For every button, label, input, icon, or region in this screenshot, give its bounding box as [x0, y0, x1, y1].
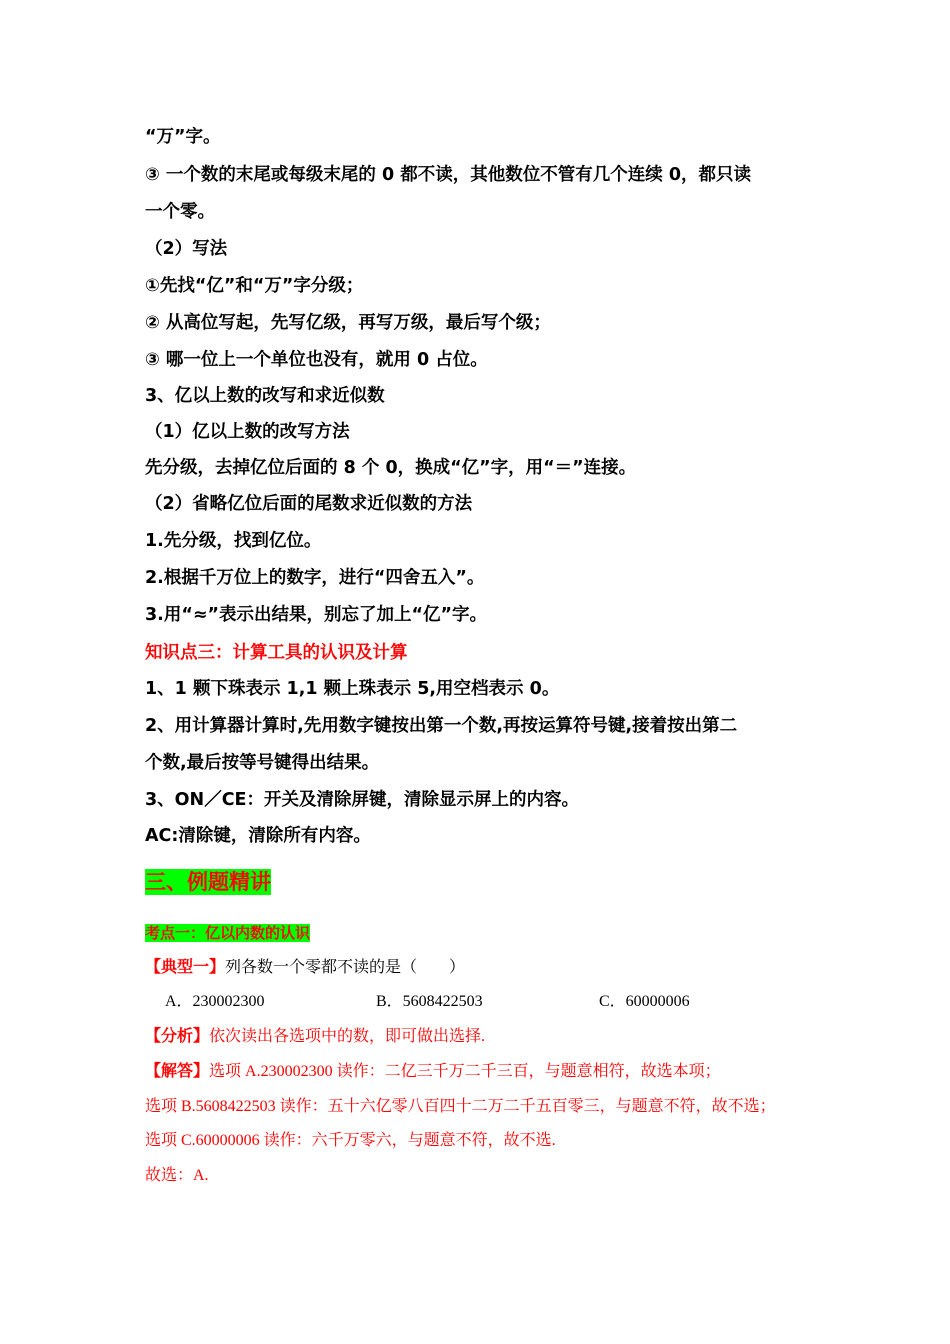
- analysis-line: [145, 1027, 485, 1047]
- answer-line-4: 故选：A.: [145, 1167, 209, 1184]
- example-question: [145, 958, 465, 978]
- subheading-writing: （2）写法: [145, 239, 228, 259]
- option-a: A．230002300: [165, 993, 265, 1010]
- heading-rewrite-approx: 3、亿以上数的改写和求近似数: [145, 386, 385, 406]
- kp3-line-3: 个数,最后按等号键得出结果。: [145, 753, 380, 773]
- answer-tag: 【解答】: [145, 1063, 210, 1080]
- analysis-text: 依次读出各选项中的数，即可做出选择.: [209, 1028, 486, 1045]
- answer-line-1: [145, 1062, 721, 1082]
- subheading-rewrite: （1）亿以上数的改写方法: [145, 422, 350, 442]
- kp3-line-4: 3、ON／CE：开关及清除屏键，清除显示屏上的内容。: [145, 790, 579, 810]
- example-tag: 【典型一】: [145, 959, 226, 976]
- text-line-6: ② 从高位写起，先写亿级，再写万级，最后写个级；: [145, 313, 551, 333]
- text-line-13: 2.根据千万位上的数字，进行“四舍五入”。: [145, 568, 485, 588]
- kp3-line-1: 1、1 颗下珠表示 1,1 颗上珠表示 5,用空档表示 0。: [145, 679, 560, 699]
- kaodian-row: [145, 924, 310, 943]
- section-title-row: [145, 869, 271, 895]
- text-line-3: 一个零。: [145, 202, 215, 222]
- text-line-2: ③ 一个数的末尾或每级末尾的 0 都不读，其他数位不管有几个连续 0，都只读: [145, 165, 752, 185]
- example-question-text: 列各数一个零都不读的是（ ）: [225, 959, 466, 976]
- kaodian-title: 考点一：亿以内数的认识: [145, 924, 311, 942]
- answer-text-1: 选项 A.230002300 读作：二亿三千万二千三百，与题意相符，故选本项；: [209, 1063, 721, 1080]
- text-line-7: ③ 哪一位上一个单位也没有，就用 0 占位。: [145, 350, 488, 370]
- answer-line-3: 选项 C.60000006 读作：六千万零六，与题意不符，故不选.: [145, 1132, 556, 1149]
- subheading-approx: （2）省略亿位后面的尾数求近似数的方法: [145, 494, 473, 514]
- answer-line-2: 选项 B.5608422503 读作：五十六亿零八百四十二万二千五百零三，与题意不符，故不选；: [145, 1098, 776, 1115]
- knowledge-point-3-heading: 知识点三：计算工具的认识及计算: [145, 643, 408, 663]
- kp3-line-2: 2、用计算器计算时,先用数字键按出第一个数,再按运算符号键,接着按出第二: [145, 716, 738, 736]
- section-title: 三、例题精讲: [145, 870, 271, 894]
- kp3-line-5: AC:清除键，清除所有内容。: [145, 826, 371, 846]
- text-line-12: 1.先分级，找到亿位。: [145, 531, 322, 551]
- text-line-14: 3.用“≈”表示出结果，别忘了加上“亿”字。: [145, 605, 487, 625]
- analysis-tag: 【分析】: [145, 1028, 210, 1045]
- text-line-5: ①先找“亿”和“万”字分级；: [145, 276, 364, 296]
- text-line-10: 先分级，去掉亿位后面的 8 个 0，换成“亿”字，用“＝”连接。: [145, 458, 637, 478]
- text-line-1: “万”字。: [145, 127, 221, 147]
- option-c: C．60000006: [599, 993, 690, 1010]
- option-b: B．5608422503: [376, 993, 483, 1010]
